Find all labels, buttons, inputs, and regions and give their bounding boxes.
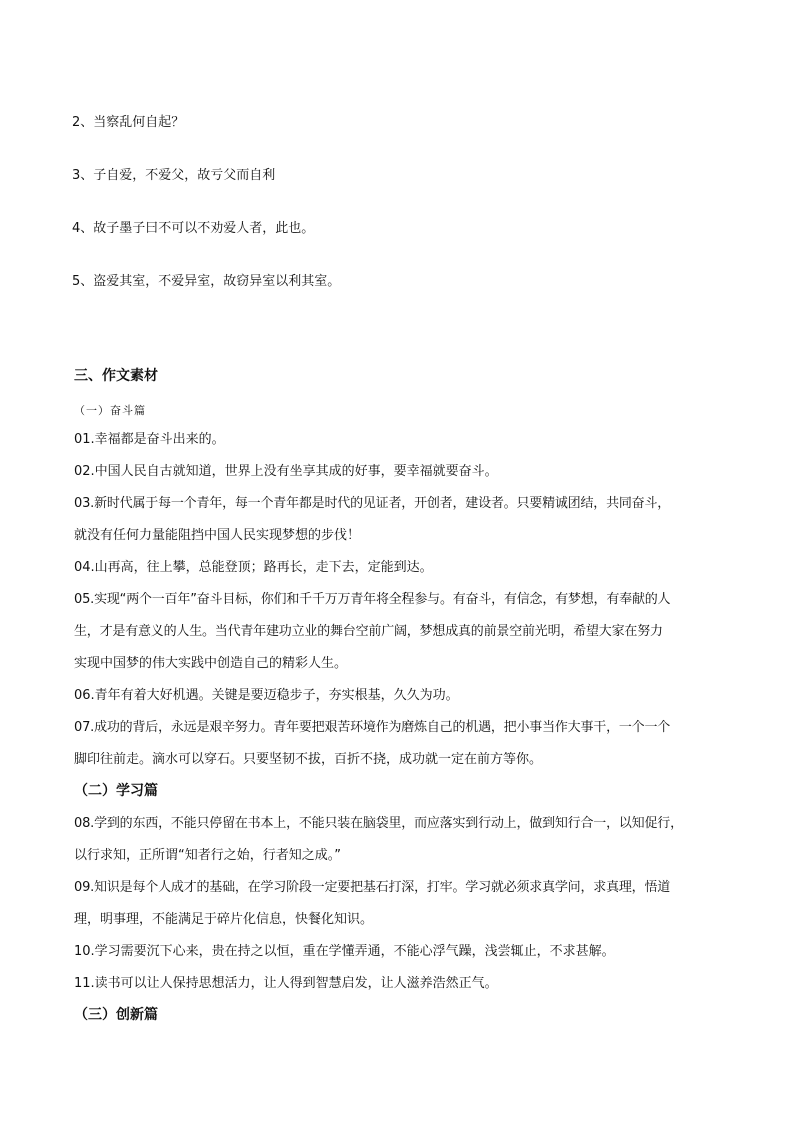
paragraph-line: 02.中国人民自古就知道，世界上没有坐享其成的好事，要幸福就要奋斗。: [74, 464, 498, 479]
paragraph-line: 06.青年有着大好机遇。关键是要迈稳步子，夯实根基，久久为功。: [74, 688, 459, 703]
paragraph-line: 实现中国梦的伟大实践中创造自己的精彩人生。: [74, 656, 348, 671]
question-4: 4、故子墨子曰不可以不劝爱人者，此也。: [72, 221, 315, 236]
paragraph-line: 10.学习需要沉下心来，贵在持之以恒，重在学懂弄通，不能心浮气躁，浅尝辄止，不求甚解。: [74, 944, 615, 959]
question-2: 2、当察乱何自起？: [72, 115, 185, 130]
paragraph-line: 理，明事理，不能满足于碎片化信息，快餐化知识。: [74, 912, 374, 927]
paragraph-line: 07.成功的背后，永远是艰辛努力。青年要把艰苦环境作为磨炼自己的机遇，把小事当作大事干，一个一个: [74, 720, 671, 735]
paragraph-line: 11.读书可以让人保持思想活力，让人得到智慧启发，让人滋养浩然正气。: [74, 976, 498, 991]
paragraph-line: 就没有任何力量能阻挡中国人民实现梦想的步伐！: [74, 528, 361, 543]
subsection-heading-struggle: （一）奋斗篇: [74, 404, 146, 417]
paragraph-line: 09.知识是每个人成才的基础，在学习阶段一定要把基石打深，打牢。学习就必须求真学问，求真理，悟道: [74, 880, 671, 895]
paragraph-line: 03.新时代属于每一个青年，每一个青年都是时代的见证者，开创者，建设者。只要精诚团结，共同奋斗，: [74, 496, 671, 511]
paragraph-line: 脚印往前走。滴水可以穿石。只要坚韧不拔，百折不挠，成功就一定在前方等你。: [74, 752, 543, 767]
subsection-heading-innovation: （三）创新篇: [74, 1007, 158, 1023]
paragraph-line: 08.学到的东西，不能只停留在书本上，不能只装在脑袋里，而应落实到行动上，做到知行合一，以知促行，: [74, 816, 683, 831]
question-3: 3、子自爱，不爱父，故亏父而自利: [72, 168, 276, 183]
paragraph-line: 04.山再高，往上攀，总能登顶；路再长，走下去，定能到达。: [74, 560, 433, 575]
subsection-heading-study: （二）学习篇: [74, 783, 158, 799]
paragraph-line: 以行求知，正所谓“知者行之始，行者知之成。”: [74, 848, 341, 863]
section-title: 三、作文素材: [74, 368, 158, 384]
paragraph-line: 05.实现“两个一百年”奋斗目标，你们和千千万万青年将全程参与。有奋斗，有信念，有梦想，有奉献的人: [74, 592, 671, 607]
paragraph-line: 01.幸福都是奋斗出来的。: [74, 432, 225, 447]
question-5: 5、盗爱其室，不爱异室，故窃异室以利其室。: [72, 274, 341, 289]
paragraph-line: 生，才是有意义的人生。当代青年建功立业的舞台空前广阔，梦想成真的前景空前光明，希望大家在努力: [74, 624, 663, 639]
